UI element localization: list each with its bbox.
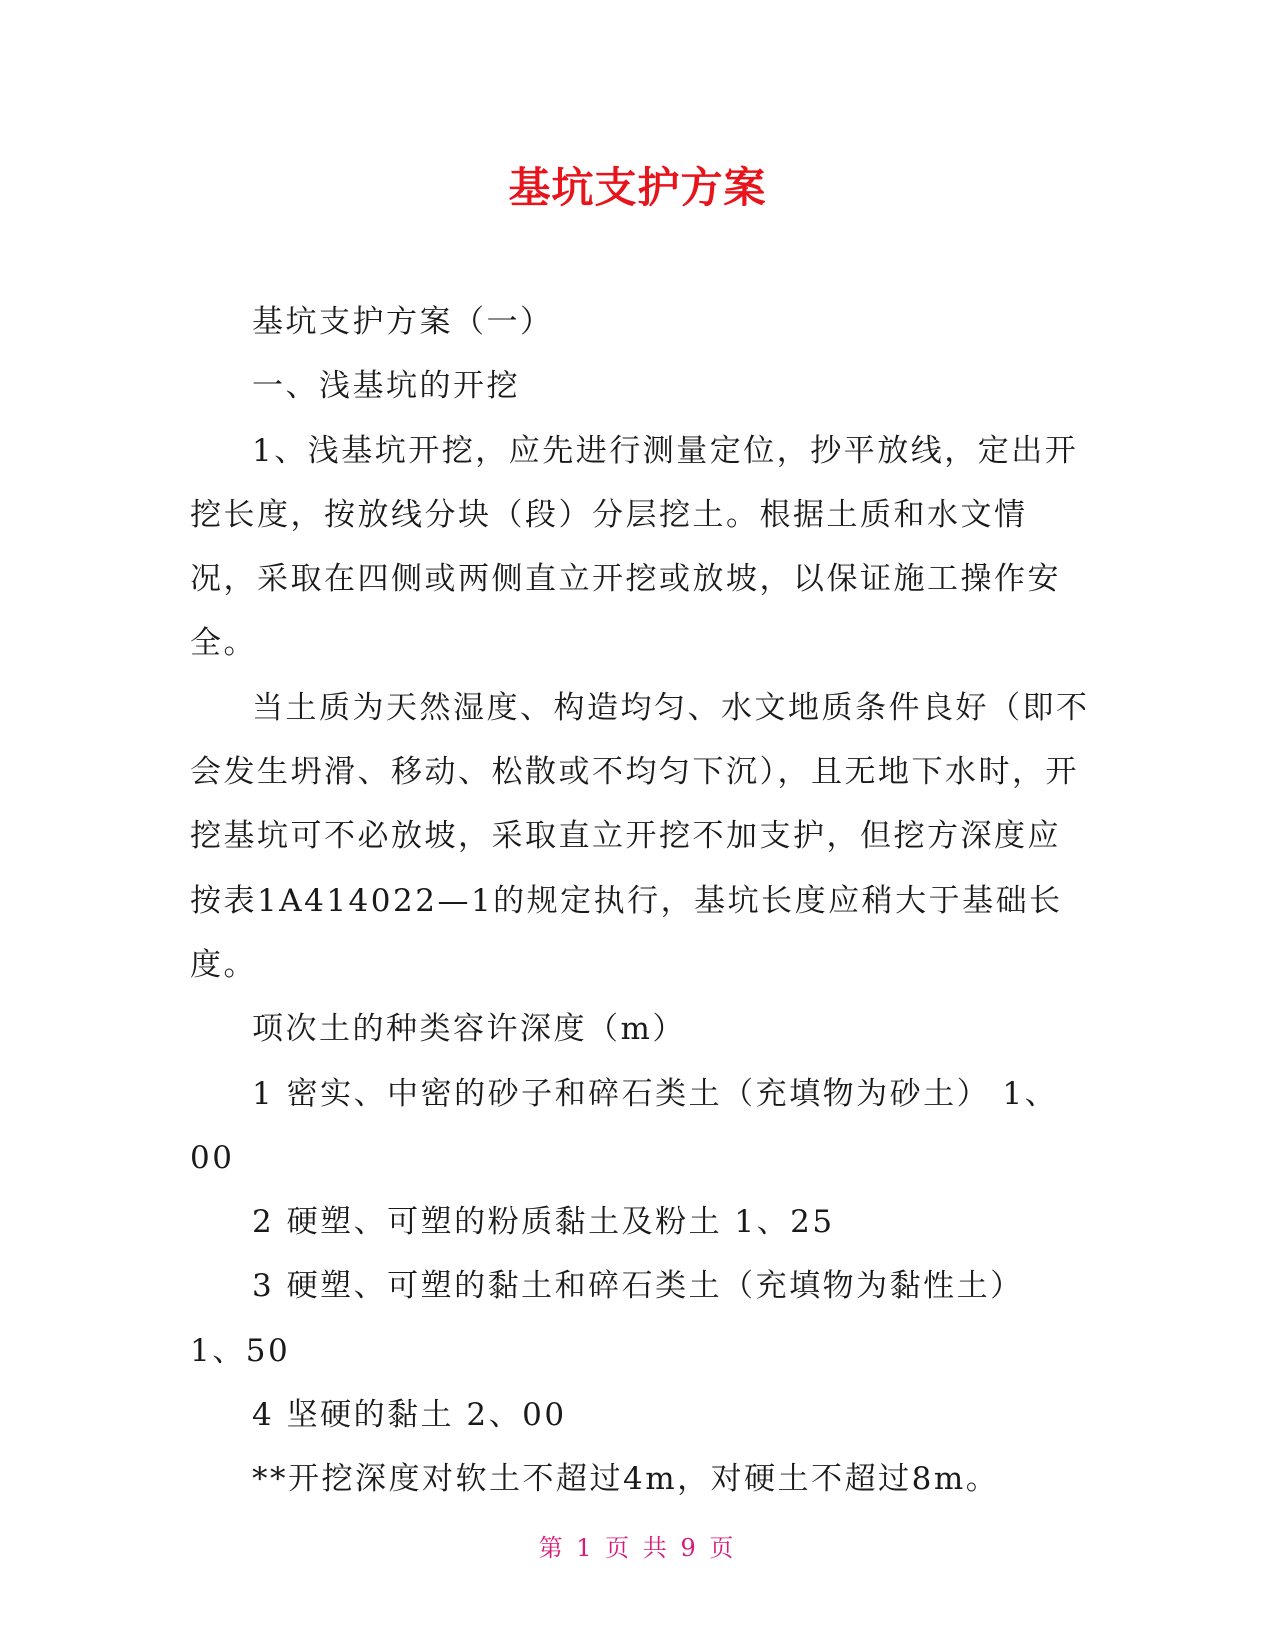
note-line: **开挖深度对软土不超过4m，对硬土不超过8m。 [252,1461,1000,1498]
page-footer: 第 1 页 共 9 页 [538,1534,737,1562]
table-row-line: 1 密实、中密的砂子和碎石类土（充填物为砂土） 1、00 [190,1075,1059,1176]
table-row-line: 2 硬塑、可塑的粉质黏土及粉土 1、25 [252,1204,835,1241]
subsection-heading: 一、浅基坑的开挖 [252,368,520,405]
body-paragraph: 当土质为天然湿度、构造均匀、水文地质条件良好（即不会发生坍滑、移动、松散或不均匀下沉），且无地下水时，开挖基坑可不必放坡，采取直立开挖不加支护，但挖方深度应按表1A414022—1的规定执行，基坑长度应稍大于基础长度。 [190,689,1090,983]
body-paragraph: 1、浅基坑开挖，应先进行测量定位，抄平放线，定出开挖长度，按放线分块（段）分层挖土。根据土质和水文情况，采取在四侧或两侧直立开挖或放坡，以保证施工操作安全。 [190,432,1079,662]
section-heading: 基坑支护方案（一） [252,304,554,340]
table-header-line: 项次土的种类容许深度（m） [252,1011,686,1048]
table-row-line: 4 坚硬的黏土 2、00 [252,1397,567,1434]
document-title: 基坑支护方案 [508,163,767,212]
document-body [190,290,1090,1512]
table-row-line: 3 硬塑、可塑的黏土和碎石类土（充填物为黏性土） 1、50 [190,1268,1024,1369]
